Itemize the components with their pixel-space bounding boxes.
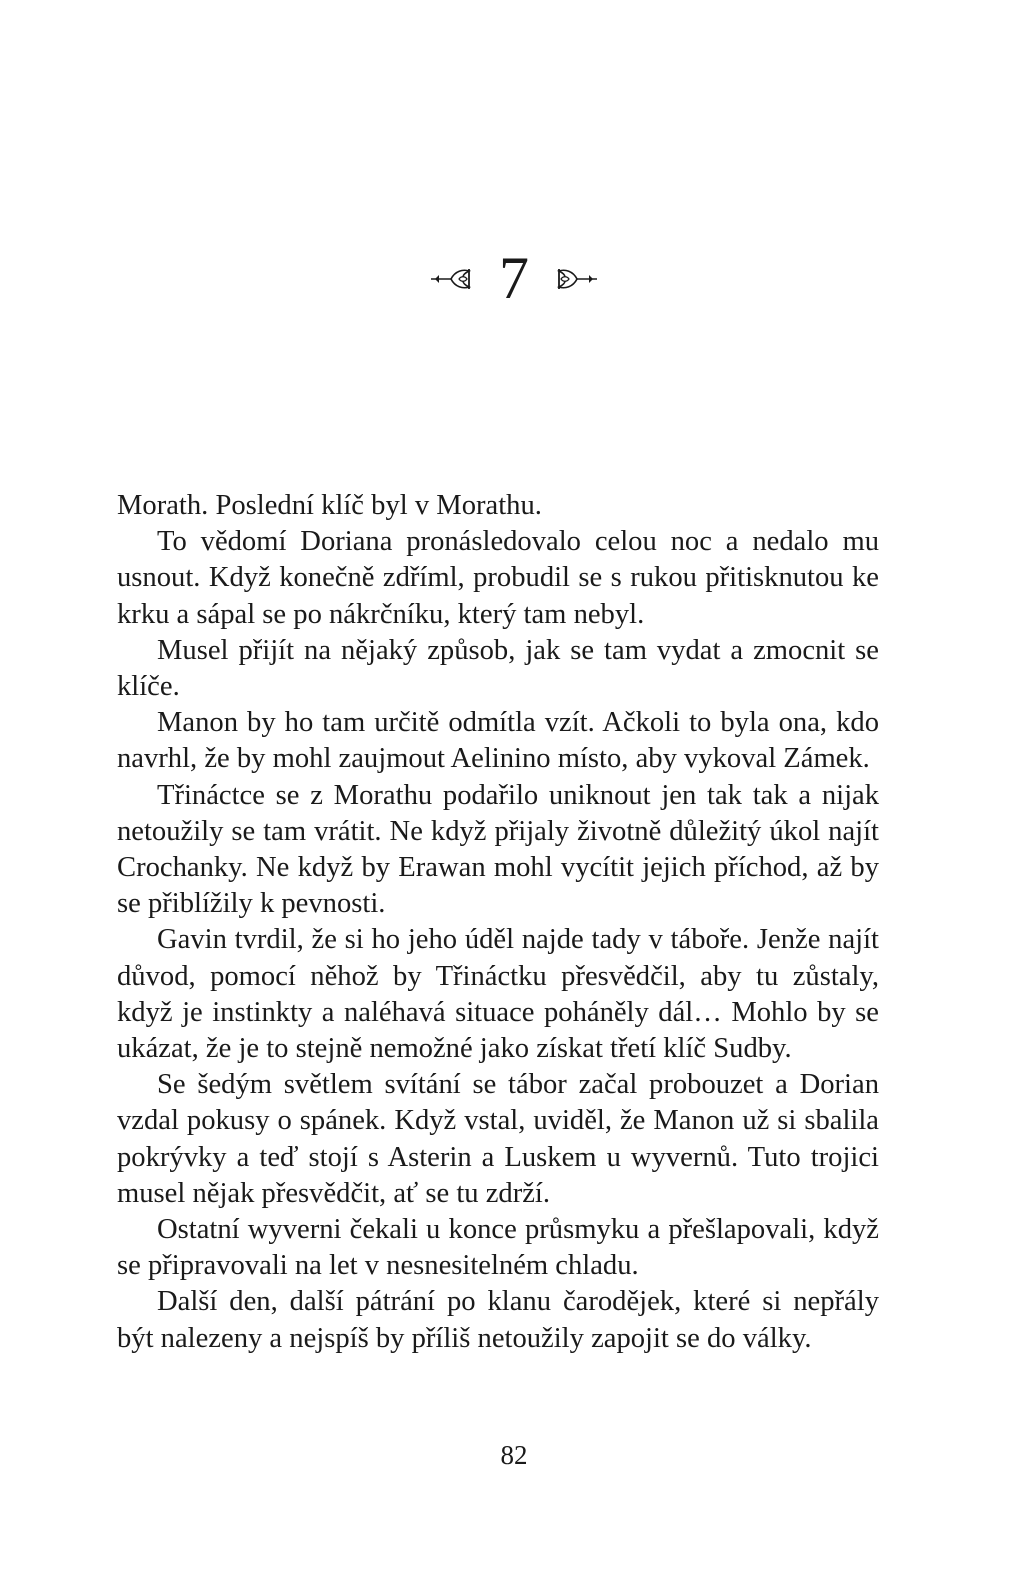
paragraph: To vědomí Doriana pronásledovalo celou noc a nedalo mu usnout. Když konečně zdříml, probudil se s rukou přitisknutou ke krku a sápal se po nákrčníku, který tam nebyl. (117, 526, 879, 630)
paragraph: Další den, další pátrání po klanu čarodějek, které si nepřály být nalezeny a nejspíš by příliš netoužily zapojit se do války. (117, 1286, 879, 1354)
paragraph: Gavin tvrdil, že si ho jeho úděl najde tady v táboře. Jenže najít důvod, pomocí něhož by Třináctku přesvědčil, aby tu zůstaly, když je instinkty a naléhavá situace poháněly dál… Mohlo by se ukázat, že je to stejně nemožné jako získat třetí klíč Sudby. (117, 924, 879, 1065)
paragraph: Třináctce se z Morathu podařilo uniknout jen tak tak a nijak netoužily se tam vrátit. Ne když přijaly životně důležitý úkol najít Crochanky. Ne když by Erawan mohl vycítit jejich příchod, až by se přiblížily k pevnosti. (117, 779, 879, 920)
chapter-heading (0, 246, 1028, 310)
paragraph: Manon by ho tam určitě odmítla vzít. Ačkoli to byla ona, kdo navrhl, že by mohl zaujmout Aelinino místo, aby vykoval Zámek. (117, 707, 879, 775)
fleuron-left-icon (429, 263, 483, 293)
paragraph: Ostatní wyverni čekali u konce průsmyku a přešlapovali, když se připravovali na let v nesnesitelném chladu. (117, 1214, 879, 1282)
chapter-body (117, 488, 879, 1357)
fleuron-right-icon (545, 263, 599, 293)
paragraph-opening: Morath. Poslední klíč byl v Morathu. (117, 490, 542, 521)
paragraph: Musel přijít na nějaký způsob, jak se tam vydat a zmocnit se klíče. (117, 634, 879, 703)
chapter-number: 7 (499, 245, 529, 311)
paragraph: Se šedým světlem svítání se tábor začal probouzet a Dorian vzdal pokusy o spánek. Když vstal, uviděl, že Manon už si sbalila pokrývky a teď stojí s Asterin a Luskem u wyvernů. Tuto trojici musel nějak přesvědčit, ať se tu zdrží. (117, 1069, 879, 1209)
page-number: 82 (500, 1440, 528, 1470)
